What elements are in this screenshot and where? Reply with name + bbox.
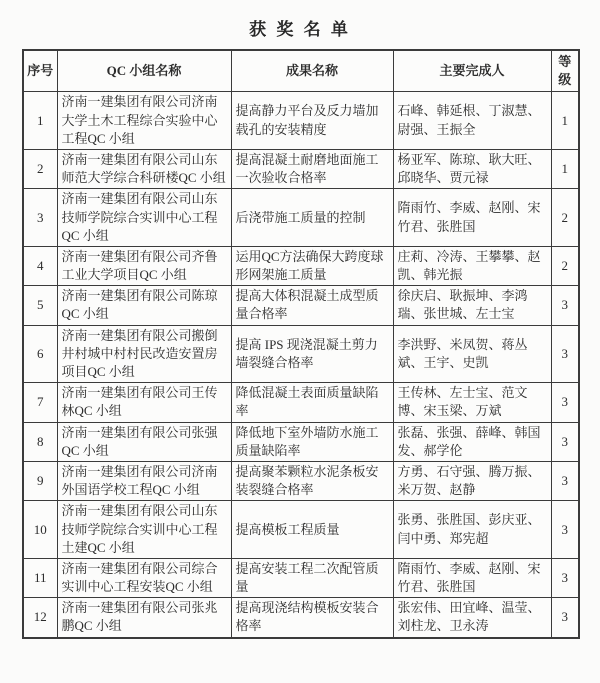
cell-contributors: 石峰、韩延根、丁淑慧、尉强、王振全	[393, 92, 551, 150]
table-body	[23, 92, 579, 638]
cell-achievement: 提高 IPS 现浇混凝土剪力墙裂缝合格率	[231, 325, 393, 383]
cell-contributors: 隋雨竹、李威、赵刚、宋竹君、张胜国	[393, 189, 551, 247]
cell-grade: 1	[551, 92, 579, 150]
cell-no: 1	[23, 92, 57, 150]
header-no: 序号	[23, 50, 57, 92]
cell-group-name: 济南一建集团有限公司张强QC 小组	[57, 422, 231, 461]
table-row	[23, 422, 579, 461]
cell-contributors: 庄莉、冷涛、王攀攀、赵凯、韩光振	[393, 246, 551, 285]
cell-grade: 3	[551, 325, 579, 383]
cell-contributors: 李洪野、米凤贺、蒋丛斌、王宇、史凯	[393, 325, 551, 383]
header-grade: 等级	[551, 50, 579, 92]
cell-no: 7	[23, 383, 57, 422]
header-contributors: 主要完成人	[393, 50, 551, 92]
cell-no: 8	[23, 422, 57, 461]
cell-achievement: 降低混凝土表面质量缺陷率	[231, 383, 393, 422]
table-row	[23, 189, 579, 247]
cell-no: 11	[23, 558, 57, 597]
table-row	[23, 383, 579, 422]
table-header-row	[23, 50, 579, 92]
cell-grade: 2	[551, 246, 579, 285]
cell-group-name: 济南一建集团有限公司济南大学土木工程综合实验中心工程QC 小组	[57, 92, 231, 150]
table-row	[23, 461, 579, 500]
cell-grade: 1	[551, 149, 579, 188]
cell-achievement: 提高现浇结构模板安装合格率	[231, 598, 393, 638]
cell-no: 4	[23, 246, 57, 285]
cell-no: 3	[23, 189, 57, 247]
table-row	[23, 558, 579, 597]
table-row	[23, 286, 579, 325]
table-row	[23, 92, 579, 150]
cell-grade: 3	[551, 286, 579, 325]
cell-group-name: 济南一建集团有限公司综合实训中心工程安装QC 小组	[57, 558, 231, 597]
cell-no: 2	[23, 149, 57, 188]
page-title: 获 奖 名 单	[249, 20, 351, 39]
table-row	[23, 598, 579, 638]
cell-group-name: 济南一建集团有限公司齐鲁工业大学项目QC 小组	[57, 246, 231, 285]
header-achievement-name: 成果名称	[231, 50, 393, 92]
cell-no: 9	[23, 461, 57, 500]
cell-achievement: 提高混凝土耐磨地面施工一次验收合格率	[231, 149, 393, 188]
cell-grade: 3	[551, 461, 579, 500]
cell-contributors: 张勇、张胜国、彭庆亚、闫中勇、郑宪超	[393, 501, 551, 559]
cell-contributors: 张宏伟、田宜峰、温莹、刘柱龙、卫永涛	[393, 598, 551, 638]
cell-achievement: 提高聚苯颗粒水泥条板安装裂缝合格率	[231, 461, 393, 500]
cell-group-name: 济南一建集团有限公司张兆鹏QC 小组	[57, 598, 231, 638]
cell-contributors: 张磊、张强、薛峰、韩国发、郝学伦	[393, 422, 551, 461]
cell-grade: 3	[551, 383, 579, 422]
cell-achievement: 后浇带施工质量的控制	[231, 189, 393, 247]
cell-contributors: 徐庆启、耿振坤、李鸿瑞、张世城、左士宝	[393, 286, 551, 325]
table-row	[23, 246, 579, 285]
table-row	[23, 501, 579, 559]
cell-group-name: 济南一建集团有限公司王传林QC 小组	[57, 383, 231, 422]
cell-group-name: 济南一建集团有限公司搬倒井村城中村村民改造安置房项目QC 小组	[57, 325, 231, 383]
cell-achievement: 提高大体积混凝土成型质量合格率	[231, 286, 393, 325]
cell-no: 10	[23, 501, 57, 559]
cell-group-name: 济南一建集团有限公司济南外国语学校工程QC 小组	[57, 461, 231, 500]
cell-group-name: 济南一建集团有限公司山东师范大学综合科研楼QC 小组	[57, 149, 231, 188]
cell-achievement: 运用QC方法确保大跨度球形网架施工质量	[231, 246, 393, 285]
cell-contributors: 王传林、左士宝、范文博、宋玉梁、万斌	[393, 383, 551, 422]
cell-contributors: 方勇、石守强、腾万振、米万贺、赵静	[393, 461, 551, 500]
cell-group-name: 济南一建集团有限公司山东技师学院综合实训中心工程土建QC 小组	[57, 501, 231, 559]
cell-achievement: 提高静力平台及反力墙加载孔的安装精度	[231, 92, 393, 150]
table-row	[23, 325, 579, 383]
cell-grade: 2	[551, 189, 579, 247]
header-group-name: QC 小组名称	[57, 50, 231, 92]
table-row	[23, 149, 579, 188]
cell-grade: 3	[551, 501, 579, 559]
cell-achievement: 提高安装工程二次配管质量	[231, 558, 393, 597]
cell-no: 5	[23, 286, 57, 325]
cell-contributors: 杨亚军、陈琼、耿大旺、邱晓华、贾元禄	[393, 149, 551, 188]
cell-achievement: 降低地下室外墙防水施工质量缺陷率	[231, 422, 393, 461]
cell-group-name: 济南一建集团有限公司山东技师学院综合实训中心工程QC 小组	[57, 189, 231, 247]
cell-contributors: 隋雨竹、李威、赵刚、宋竹君、张胜国	[393, 558, 551, 597]
cell-achievement: 提高模板工程质量	[231, 501, 393, 559]
award-table	[22, 49, 580, 639]
cell-no: 6	[23, 325, 57, 383]
cell-group-name: 济南一建集团有限公司陈琼QC 小组	[57, 286, 231, 325]
cell-grade: 3	[551, 598, 579, 638]
cell-grade: 3	[551, 422, 579, 461]
cell-no: 12	[23, 598, 57, 638]
cell-grade: 3	[551, 558, 579, 597]
